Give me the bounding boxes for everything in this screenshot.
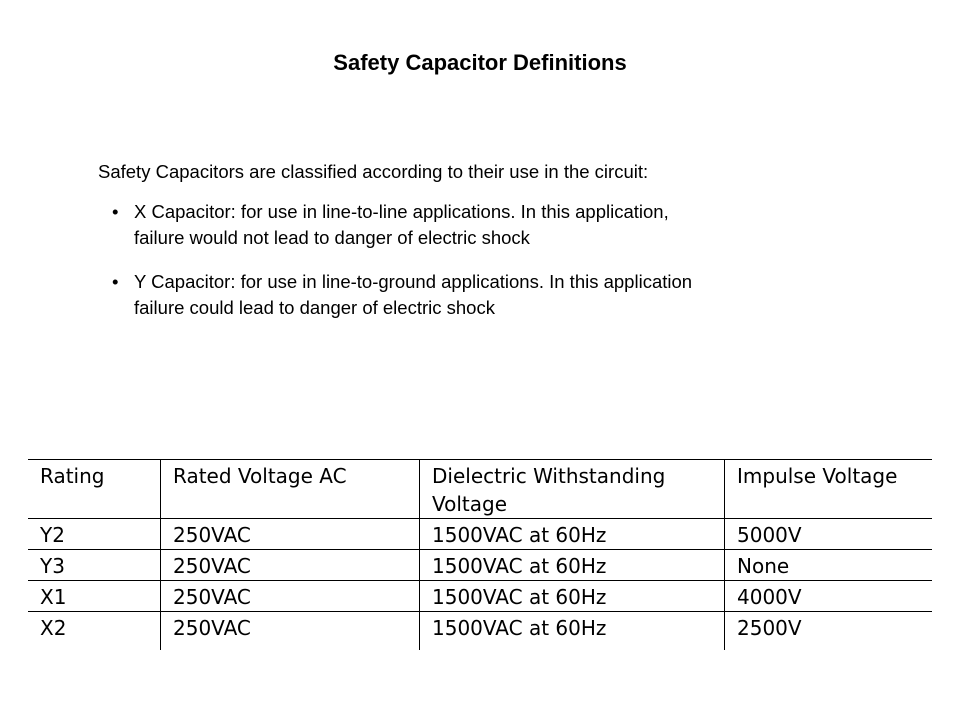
- cell-dielectric-voltage: 1500VAC at 60Hz: [420, 550, 725, 581]
- cell-dielectric-voltage: 1500VAC at 60Hz: [420, 519, 725, 550]
- header-rated-voltage: Rated Voltage AC: [161, 460, 420, 519]
- cell-rated-voltage: 250VAC: [161, 550, 420, 581]
- table-header-row: [28, 460, 932, 519]
- ratings-table: [28, 459, 932, 650]
- bullet-line: X Capacitor: for use in line-to-line applications. In this application,: [134, 201, 669, 222]
- bullet-dot: •: [112, 201, 119, 222]
- cell-dielectric-voltage: 1500VAC at 60Hz: [420, 581, 725, 612]
- bullet-dot: •: [112, 271, 119, 292]
- cell-dielectric-voltage: 1500VAC at 60Hz: [420, 612, 725, 651]
- cell-impulse-voltage: 2500V: [725, 612, 933, 651]
- cell-impulse-voltage: None: [725, 550, 933, 581]
- cell-rating: X1: [28, 581, 161, 612]
- cell-rated-voltage: 250VAC: [161, 519, 420, 550]
- header-dielectric-withstanding-voltage: Dielectric Withstanding Voltage: [420, 460, 725, 519]
- cell-rated-voltage: 250VAC: [161, 612, 420, 651]
- table-row: [28, 612, 932, 651]
- cell-impulse-voltage: 4000V: [725, 581, 933, 612]
- cell-rating: Y3: [28, 550, 161, 581]
- slide-title: Safety Capacitor Definitions: [333, 50, 627, 75]
- intro-text: Safety Capacitors are classified according to their use in the circuit:: [98, 161, 649, 182]
- table-row: [28, 550, 932, 581]
- bullet-line: failure could lead to danger of electric shock: [134, 297, 495, 318]
- cell-rated-voltage: 250VAC: [161, 581, 420, 612]
- header-rating: Rating: [28, 460, 161, 519]
- bullet-line: Y Capacitor: for use in line-to-ground applications. In this application: [134, 271, 693, 292]
- table-row: [28, 581, 932, 612]
- header-impulse-voltage: Impulse Voltage: [725, 460, 933, 519]
- table-row: [28, 519, 932, 550]
- cell-rating: X2: [40, 616, 67, 640]
- cell-impulse-voltage: 5000V: [725, 519, 933, 550]
- bullet-list: [112, 199, 872, 339]
- bullet-item-y-capacitor: [112, 269, 872, 321]
- cell-rating: Y2: [28, 519, 161, 550]
- bullet-line: failure would not lead to danger of electric shock: [134, 227, 530, 248]
- bullet-item-x-capacitor: [112, 199, 872, 251]
